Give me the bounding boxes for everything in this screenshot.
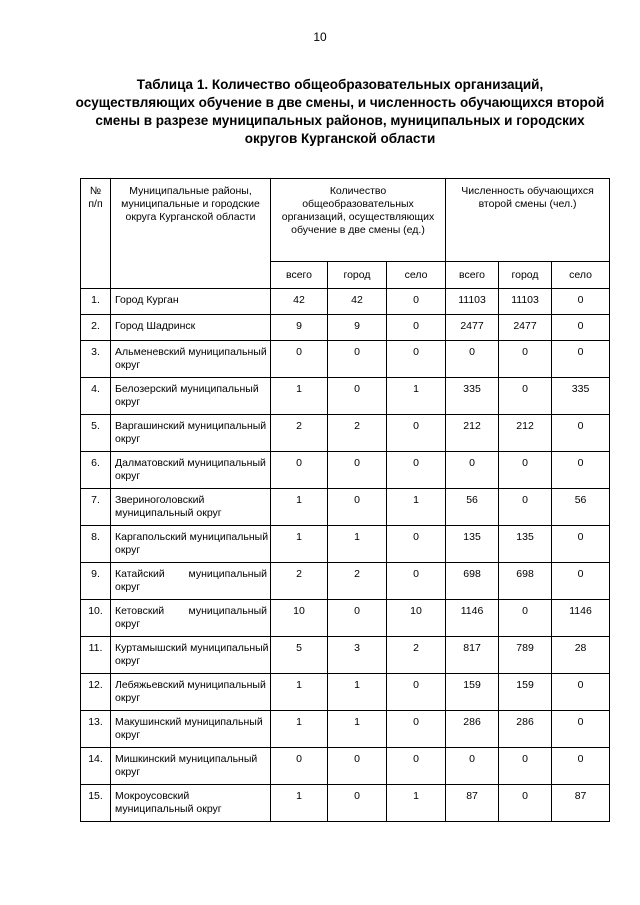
cell-orgs-city: 2 [328,563,387,600]
row-number: 7. [81,489,111,526]
row-district-name: Мокроусовский муниципальный округ [111,785,271,822]
cell-orgs-total: 0 [271,341,328,378]
header-num-label: № п/п [88,185,103,210]
subheader-orgs-village: село [387,262,446,289]
header-district [111,179,271,289]
cell-students-city: 286 [499,711,552,748]
row-district-name: Макушинский муниципальный округ [111,711,271,748]
cell-orgs-village: 0 [387,563,446,600]
cell-students-total: 0 [446,452,499,489]
cell-students-city: 0 [499,489,552,526]
row-district-name: Город Курган [111,289,271,315]
table-row [81,489,610,526]
cell-students-city: 0 [499,378,552,415]
title-line: округов Курганской области [244,131,436,146]
cell-orgs-city: 0 [328,452,387,489]
cell-students-city: 11103 [499,289,552,315]
row-district-name: Далматовский муниципальный округ [111,452,271,489]
cell-orgs-total: 5 [271,637,328,674]
row-number: 13. [81,711,111,748]
cell-orgs-total: 9 [271,315,328,341]
cell-orgs-city: 1 [328,711,387,748]
header-orgs [271,179,446,262]
cell-orgs-village: 1 [387,785,446,822]
cell-students-total: 159 [446,674,499,711]
row-number: 15. [81,785,111,822]
cell-students-village: 56 [552,489,610,526]
cell-students-total: 698 [446,563,499,600]
cell-orgs-village: 2 [387,637,446,674]
cell-students-city: 0 [499,785,552,822]
cell-orgs-village: 10 [387,600,446,637]
cell-students-village: 0 [552,748,610,785]
cell-students-city: 159 [499,674,552,711]
cell-orgs-city: 0 [328,341,387,378]
header-district-label: Муниципальные районы, муниципальные и городские округа Курганской области [121,185,260,223]
table-row [81,341,610,378]
cell-students-village: 0 [552,341,610,378]
table-row [81,415,610,452]
row-number: 9. [81,563,111,600]
cell-students-city: 135 [499,526,552,563]
cell-students-village: 0 [552,563,610,600]
cell-students-total: 56 [446,489,499,526]
table-title [60,76,620,148]
cell-students-village: 0 [552,452,610,489]
cell-orgs-total: 1 [271,378,328,415]
table-row [81,289,610,315]
cell-students-total: 135 [446,526,499,563]
cell-orgs-city: 1 [328,526,387,563]
cell-students-total: 0 [446,341,499,378]
subheader-orgs-total: всего [271,262,328,289]
row-number: 5. [81,415,111,452]
cell-orgs-village: 0 [387,315,446,341]
row-district-name: Белозерский муниципальный округ [111,378,271,415]
cell-students-village: 0 [552,711,610,748]
table-row [81,637,610,674]
cell-orgs-total: 42 [271,289,328,315]
cell-students-village: 0 [552,674,610,711]
cell-orgs-total: 1 [271,711,328,748]
header-students [446,179,610,262]
cell-orgs-total: 1 [271,489,328,526]
row-number: 14. [81,748,111,785]
table-row [81,378,610,415]
row-number: 11. [81,637,111,674]
cell-students-city: 789 [499,637,552,674]
table-row [81,748,610,785]
table-row [81,452,610,489]
cell-students-city: 2477 [499,315,552,341]
subheader-orgs-city: город [328,262,387,289]
table-row [81,315,610,341]
cell-students-city: 0 [499,341,552,378]
cell-orgs-total: 0 [271,748,328,785]
row-number: 3. [81,341,111,378]
table-row [81,526,610,563]
subheader-students-total: всего [446,262,499,289]
schools-table [80,178,610,822]
cell-students-village: 28 [552,637,610,674]
cell-students-city: 0 [499,600,552,637]
subheader-students-village: село [552,262,610,289]
table-row [81,563,610,600]
table-body [81,289,610,822]
row-district-name: Альменевский муниципальный округ [111,341,271,378]
row-district-name: Мишкинский муниципальный округ [111,748,271,785]
row-number: 4. [81,378,111,415]
cell-students-total: 212 [446,415,499,452]
cell-students-village: 0 [552,526,610,563]
cell-orgs-village: 1 [387,489,446,526]
table-row [81,674,610,711]
cell-orgs-city: 2 [328,415,387,452]
cell-students-village: 0 [552,289,610,315]
cell-orgs-village: 1 [387,378,446,415]
cell-students-total: 1146 [446,600,499,637]
row-district-name: Куртамышский муниципальный округ [111,637,271,674]
row-number: 1. [81,289,111,315]
row-district-name: Кетовский муниципальный округ [111,600,271,637]
row-number: 12. [81,674,111,711]
row-district-name: Каргапольский муниципальный округ [111,526,271,563]
header-students-label: Численность обучающихся второй смены (чел.) [461,185,594,210]
cell-orgs-total: 0 [271,452,328,489]
row-district-name: Город Шадринск [111,315,271,341]
cell-orgs-total: 10 [271,600,328,637]
table-row [81,785,610,822]
cell-students-total: 817 [446,637,499,674]
cell-students-city: 0 [499,452,552,489]
title-line: осуществляющих обучение в две смены, и численность обучающихся второй [75,95,605,110]
cell-students-city: 698 [499,563,552,600]
cell-orgs-city: 0 [328,748,387,785]
cell-orgs-city: 0 [328,378,387,415]
cell-orgs-total: 1 [271,526,328,563]
row-district-name: Лебяжьевский муниципальный округ [111,674,271,711]
cell-students-village: 1146 [552,600,610,637]
cell-orgs-city: 3 [328,637,387,674]
cell-orgs-village: 0 [387,526,446,563]
cell-orgs-total: 2 [271,563,328,600]
cell-orgs-village: 0 [387,289,446,315]
cell-orgs-village: 0 [387,452,446,489]
cell-students-total: 335 [446,378,499,415]
title-line: Таблица 1. Количество общеобразовательных организаций, [136,77,544,92]
row-number: 6. [81,452,111,489]
cell-students-village: 335 [552,378,610,415]
header-orgs-label: Количество общеобразовательных организаций, осуществляющих обучение в две смены (ед.) [281,185,435,236]
cell-orgs-total: 1 [271,674,328,711]
cell-orgs-village: 0 [387,341,446,378]
row-district-name: Варгашинский муниципальный округ [111,415,271,452]
cell-orgs-city: 1 [328,674,387,711]
table-row [81,600,610,637]
cell-students-city: 0 [499,748,552,785]
cell-students-total: 87 [446,785,499,822]
row-number: 8. [81,526,111,563]
row-district-name: Катайский муниципальный округ [111,563,271,600]
page-number: 10 [313,30,327,44]
cell-orgs-city: 0 [328,785,387,822]
cell-orgs-total: 1 [271,785,328,822]
cell-orgs-village: 0 [387,674,446,711]
cell-orgs-city: 9 [328,315,387,341]
cell-students-village: 0 [552,315,610,341]
cell-students-total: 0 [446,748,499,785]
cell-students-total: 286 [446,711,499,748]
cell-students-city: 212 [499,415,552,452]
cell-orgs-village: 0 [387,748,446,785]
row-district-name: Звериноголовский муниципальный округ [111,489,271,526]
cell-students-village: 87 [552,785,610,822]
title-line: смены в разрезе муниципальных районов, муниципальных и городских [95,113,585,128]
cell-orgs-city: 42 [328,289,387,315]
cell-orgs-city: 0 [328,600,387,637]
cell-students-village: 0 [552,415,610,452]
cell-orgs-total: 2 [271,415,328,452]
table-row [81,711,610,748]
header-num [81,179,111,289]
cell-orgs-village: 0 [387,415,446,452]
cell-students-total: 11103 [446,289,499,315]
row-number: 10. [81,600,111,637]
subheader-students-city: город [499,262,552,289]
cell-orgs-city: 0 [328,489,387,526]
cell-students-total: 2477 [446,315,499,341]
cell-orgs-village: 0 [387,711,446,748]
row-number: 2. [81,315,111,341]
